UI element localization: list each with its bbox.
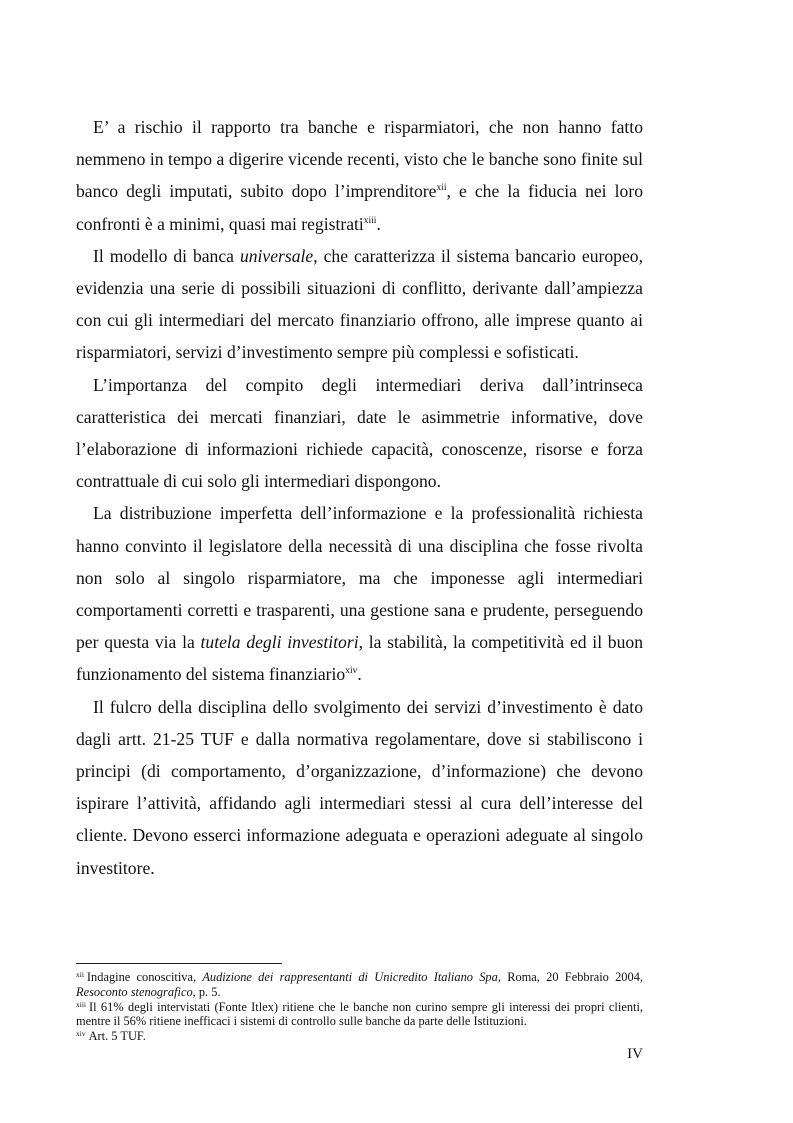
footnote-1 <box>76 970 643 1000</box>
main-text <box>76 111 643 884</box>
paragraph-text: . <box>376 213 381 234</box>
page-number: IV <box>627 1046 643 1062</box>
footnote-ref[interactable]: xii <box>436 183 447 194</box>
paragraph-1 <box>76 111 643 240</box>
paragraph-4 <box>76 497 643 690</box>
paragraph-text: . <box>357 664 362 685</box>
footnote-separator <box>76 963 282 964</box>
paragraph-2 <box>76 240 643 369</box>
paragraph-text: , e che la fiducia nei loro confronti è a minimi, quasi mai registrati <box>76 181 643 234</box>
paragraph-3: L’importanza del compito degli intermediari deriva dall’intrinseca caratteristica dei mercati finanziari, date le asimmetrie informative, dove l’elaborazione di informazioni richiede capacità, conoscenze, risorse e forza contrattuale di cui solo gli intermediari dispongono. <box>76 374 643 492</box>
footnote-emphasis: Audizione dei rappresentanti di Unicredito Italiano Spa, <box>202 970 501 984</box>
footnote-emphasis: Resoconto stenografico, <box>76 984 196 999</box>
footnote-text: p. 5. <box>195 984 221 999</box>
footnote-text: Indagine conoscitiva, <box>86 970 203 984</box>
emphasis-text: universale <box>239 245 314 266</box>
footnote-mark: xii <box>76 970 84 979</box>
emphasis-text: tutela degli investitori <box>200 632 359 653</box>
paragraph-5: Il fulcro della disciplina dello svolgimento dei servizi d’investimento è dato dagli artt. 21-25 TUF e dalla normativa regolamentare, dove si stabiliscono i principi (di comportamento, d’organizzazione, d’informazione) che devono ispirare l’attività, affidando agli intermediari stessi al cura dell’interesse del cliente. Devono esserci informazione adeguata e operazioni adeguate al singolo investitore. <box>76 696 643 878</box>
paragraph-text: , la stabilità, la competitività ed il buon funzionamento del sistema finanziario <box>76 632 643 685</box>
footnote-mark: xiv <box>76 1029 86 1039</box>
paragraph-text: , che caratterizza il sistema bancario europeo, evidenzia una serie di possibili situazioni di conflitto, derivante dall’ampiezza con cui gli intermediari del mercato finanziario offrono, alle imprese quanto ai risparmiatori, servizi d’investimento sempre più complessi e sofisticati. <box>76 245 643 363</box>
footnote-ref[interactable]: xiv <box>345 666 358 677</box>
footnote-2 <box>76 1000 643 1030</box>
paragraph-text: Il modello di banca <box>93 245 240 266</box>
footnote-3 <box>76 1029 643 1044</box>
footnote-text: Roma, 20 Febbraio 2004, <box>500 970 643 984</box>
footnotes <box>76 970 643 1044</box>
paragraph-text: La distribuzione imperfetta dell’informazione e la professionalità richiesta hanno convinto il legislatore della necessità di una disciplina che fosse rivolta non solo al singolo risparmiatore, ma che imponesse agli intermediari comportamenti corretti e trasparenti, una gestione sana e prudente, perseguendo per questa via la <box>76 503 643 653</box>
footnote-ref[interactable]: xiii <box>363 215 377 226</box>
paragraph-text: E’ a rischio il rapporto tra banche e risparmiatori, che non hanno fatto nemmeno in tempo a digerire vicende recenti, visto che le banche sono finite sul banco degli imputati, subito dopo l’imprenditore <box>76 117 643 202</box>
footnote-mark: xiii <box>76 999 87 1009</box>
footnote-text: Il 61% degli intervistati (Fonte Itlex) ritiene che le banche non curino sempre gli interessi dei propri clienti, mentre il 56% ritiene inefficaci i sistemi di controllo sulle banche da parte delle Istituzioni. <box>76 999 643 1029</box>
footnote-text: Art. 5 TUF. <box>88 1029 146 1044</box>
